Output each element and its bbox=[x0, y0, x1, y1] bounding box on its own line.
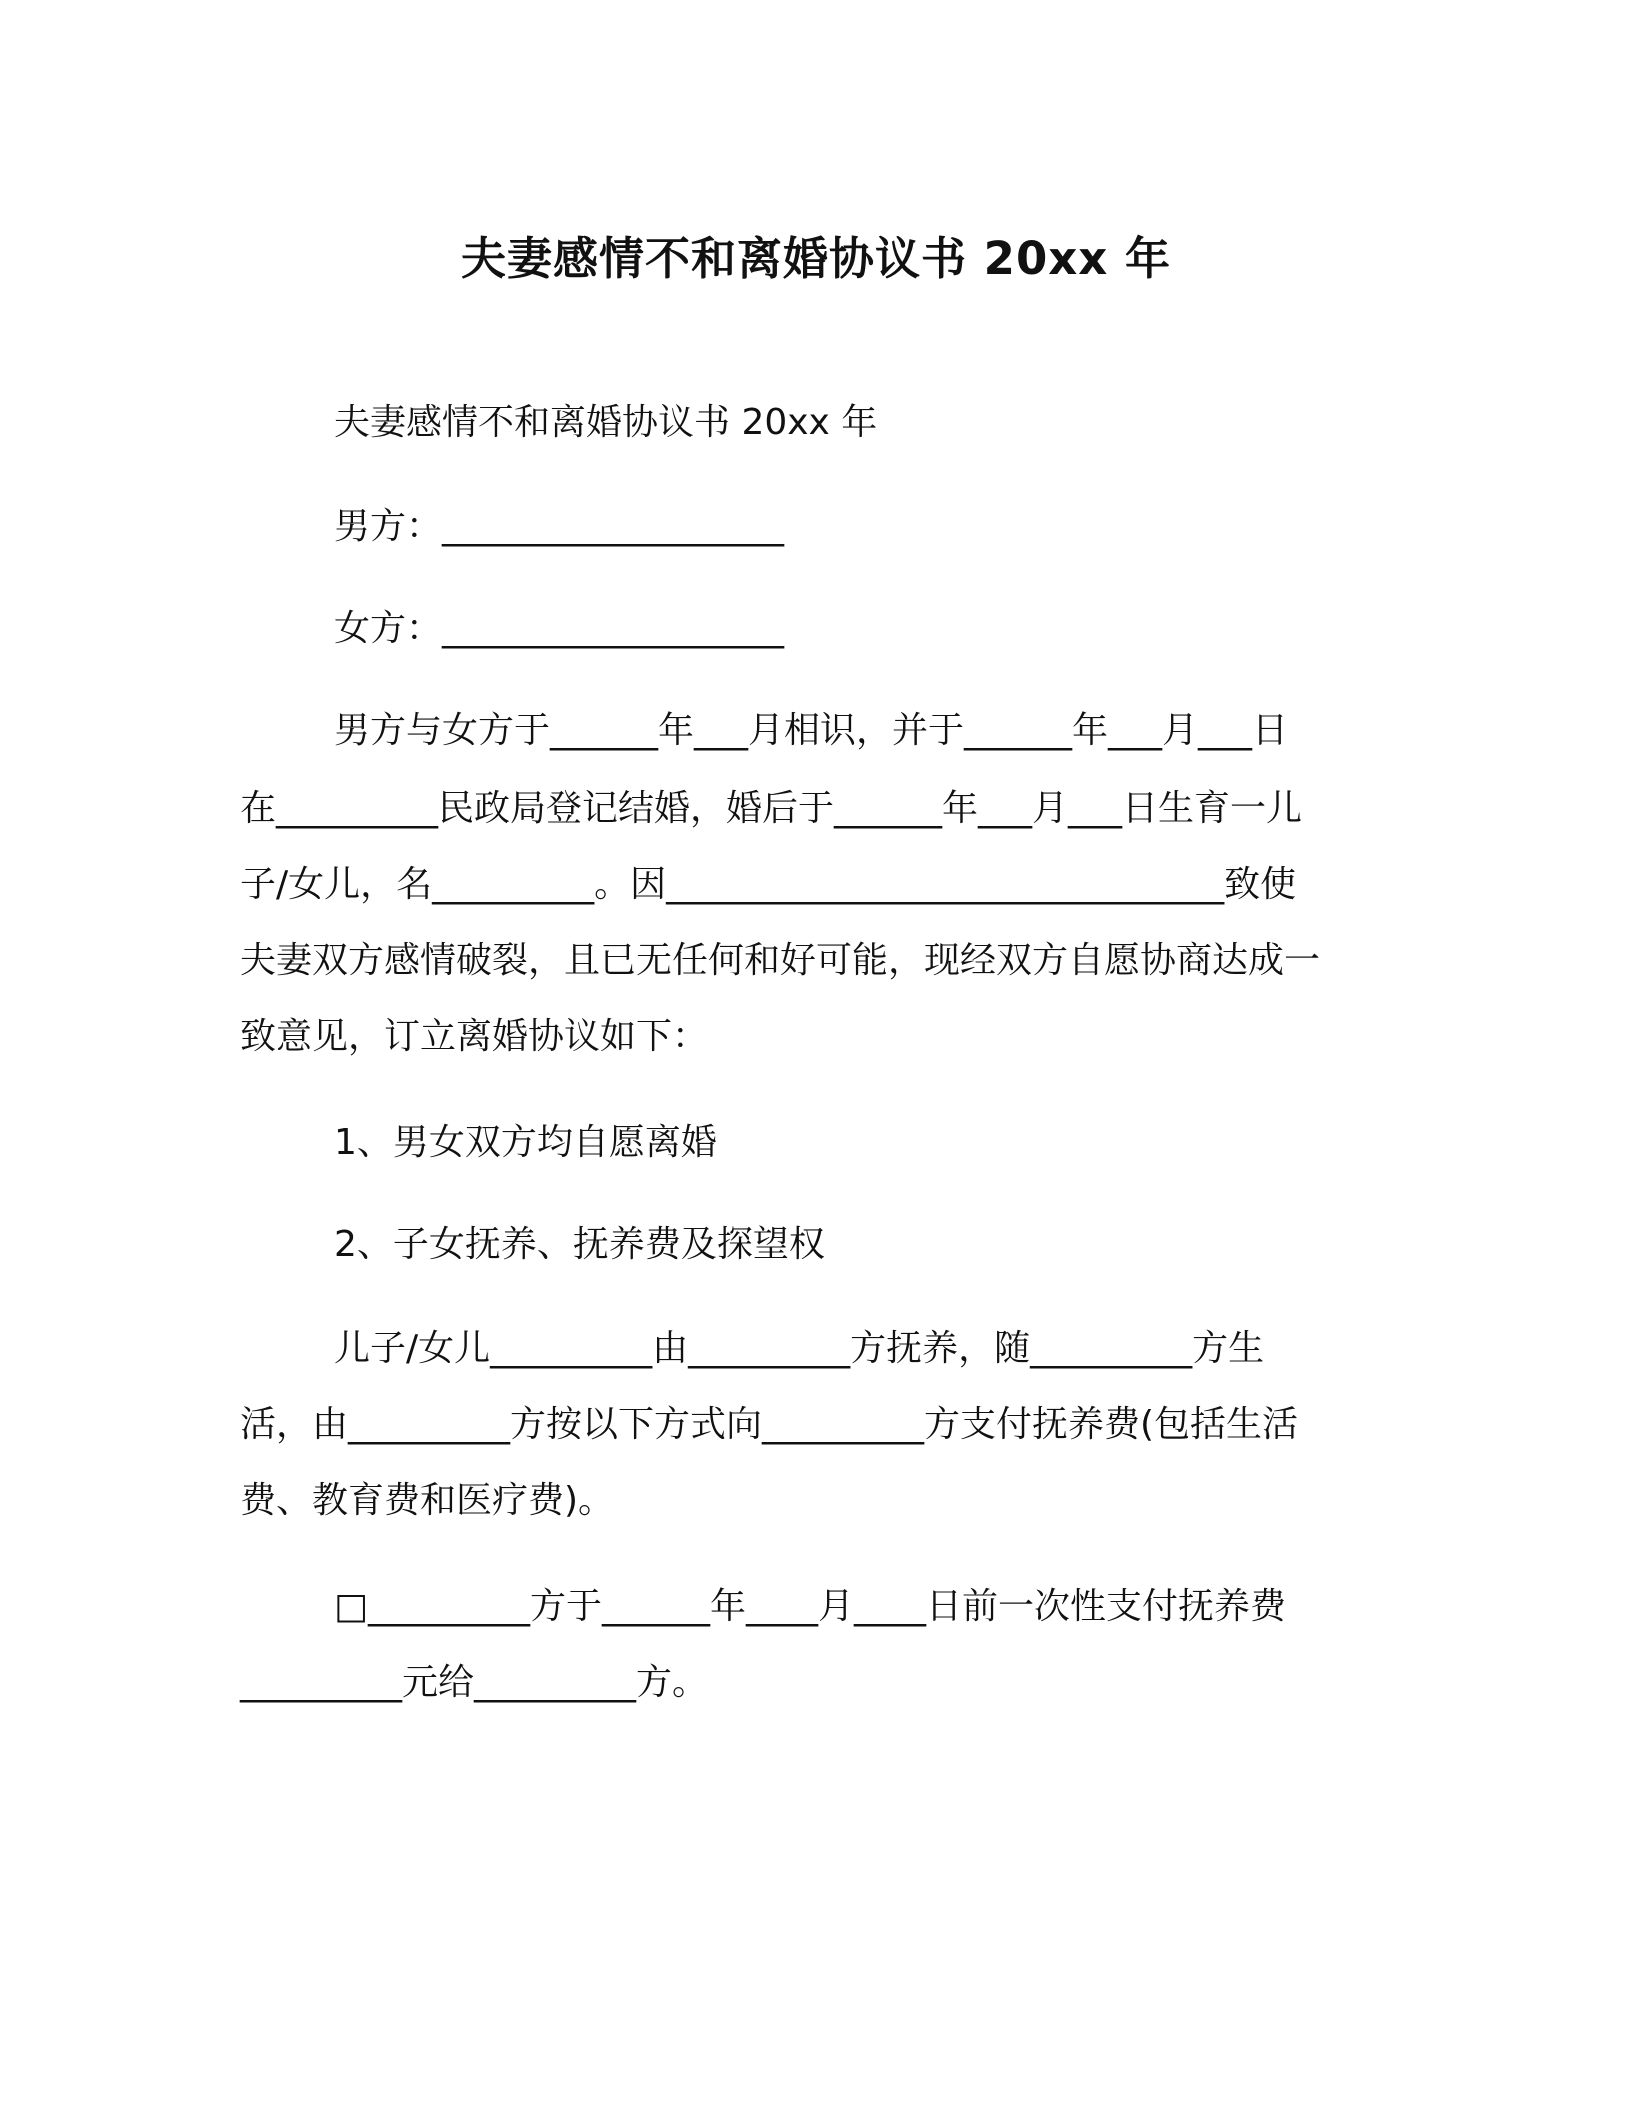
document-title: 夫妻感情不和离婚协议书 20xx 年 bbox=[460, 232, 1171, 285]
clause-1: 1、男女双方均自愿离婚 bbox=[334, 1122, 717, 1163]
male-party-field: 男方：___________________ bbox=[334, 506, 785, 547]
paragraph-line: 男方与女方于______年___月相识，并于______年___月___日 bbox=[334, 710, 1289, 751]
paragraph-line: 致意见，订立离婚协议如下： bbox=[240, 1016, 709, 1057]
paragraph-line: 夫妻双方感情破裂，且已无任何和好可能，现经双方自愿协商达成一 bbox=[240, 940, 1321, 981]
paragraph-line: 费、教育费和医疗费)。 bbox=[240, 1480, 615, 1521]
paragraph-line: 子/女儿，名_________。因_______________________________致使 bbox=[240, 864, 1297, 905]
paragraph-line: 儿子/女儿_________由_________方抚养，随_________方生 bbox=[334, 1328, 1265, 1369]
paragraph-line: □_________方于______年____月____日前一次性支付抚养费 bbox=[334, 1586, 1287, 1627]
paragraph-line: 活，由_________方按以下方式向_________方支付抚养费(包括生活 bbox=[240, 1404, 1299, 1445]
clause-2: 2、子女抚养、抚养费及探望权 bbox=[334, 1224, 825, 1265]
paragraph-line: _________元给_________方。 bbox=[240, 1662, 709, 1703]
subtitle: 夫妻感情不和离婚协议书 20xx 年 bbox=[334, 402, 878, 443]
female-party-field: 女方：___________________ bbox=[334, 608, 785, 649]
paragraph-line: 在_________民政局登记结婚，婚后于______年___月___日生育一儿 bbox=[240, 788, 1303, 829]
